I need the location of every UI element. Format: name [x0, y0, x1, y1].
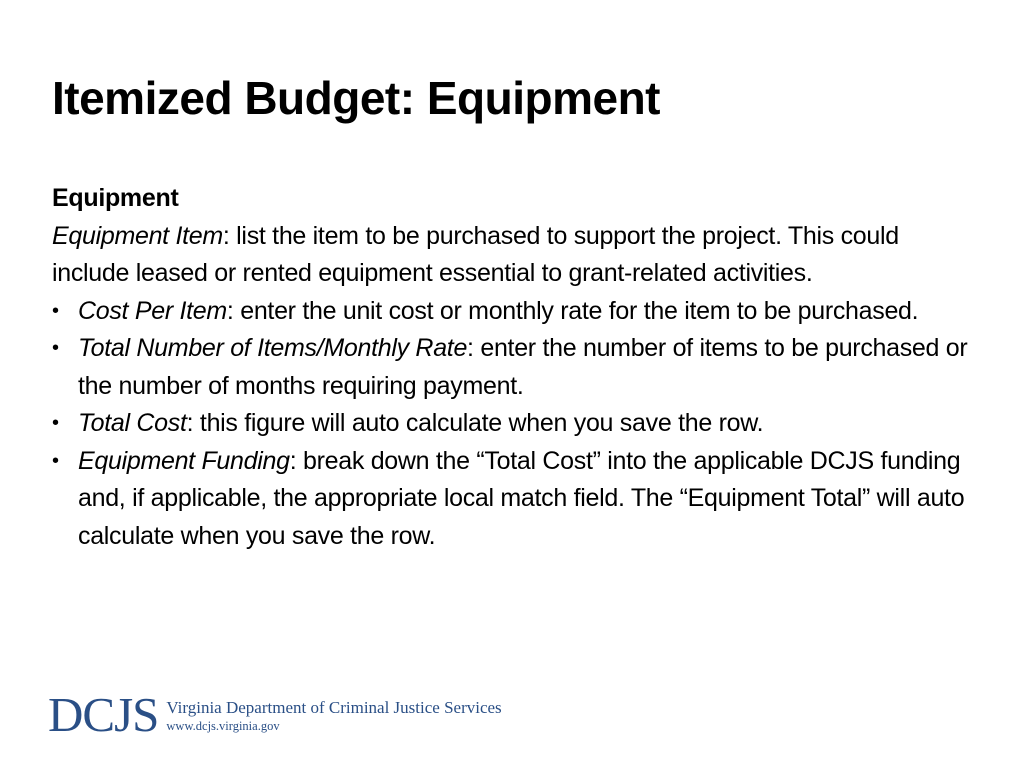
bullet-marker: • [52, 412, 59, 434]
org-url: www.dcjs.virginia.gov [166, 719, 280, 733]
bullet-term: Total Number of Items/Monthly Rate [78, 334, 468, 362]
dcjs-logo [48, 687, 502, 742]
bullet-term: Equipment Funding [78, 446, 290, 475]
slide-body [52, 180, 982, 555]
logo-text [166, 698, 501, 734]
section-heading: Equipment [52, 184, 179, 212]
bullet-marker: • [52, 337, 59, 359]
logo-mark: DCJS [48, 687, 159, 742]
bullet-item-total-cost [52, 405, 982, 443]
bullet-marker: • [52, 449, 59, 472]
intro-paragraph [52, 218, 982, 293]
bullet-text: : enter the unit cost or monthly rate for the item to be purchased. [226, 296, 919, 325]
bullet-term: Cost Per Item [78, 296, 227, 325]
bullet-item-total-number [52, 330, 982, 405]
org-name: Virginia Department of Criminal Justice Services [166, 698, 502, 717]
bullet-list [52, 293, 982, 556]
intro-term: Equipment Item [52, 221, 223, 250]
bullet-text: : break down the “Total Cost” into the applicable DCJS funding and, if applicable, the appropriate local match field. The “Equipment Total” will auto calculate when you save the row. [78, 446, 965, 550]
intro-text: : list the item to be purchased to support the project. This could include leased or rented equipment essential to grant-related activities. [52, 221, 899, 287]
bullet-term: Total Cost [78, 409, 187, 437]
bullet-text: : this figure will auto calculate when you save the row. [186, 409, 764, 437]
bullet-item-equipment-funding [52, 443, 982, 556]
bullet-marker: • [52, 299, 59, 322]
bullet-item-cost-per-item [52, 293, 982, 331]
bullet-text: : enter the number of items to be purchased or the number of months requiring payment. [78, 334, 968, 400]
slide-title: Itemized Budget: Equipment [52, 72, 660, 124]
